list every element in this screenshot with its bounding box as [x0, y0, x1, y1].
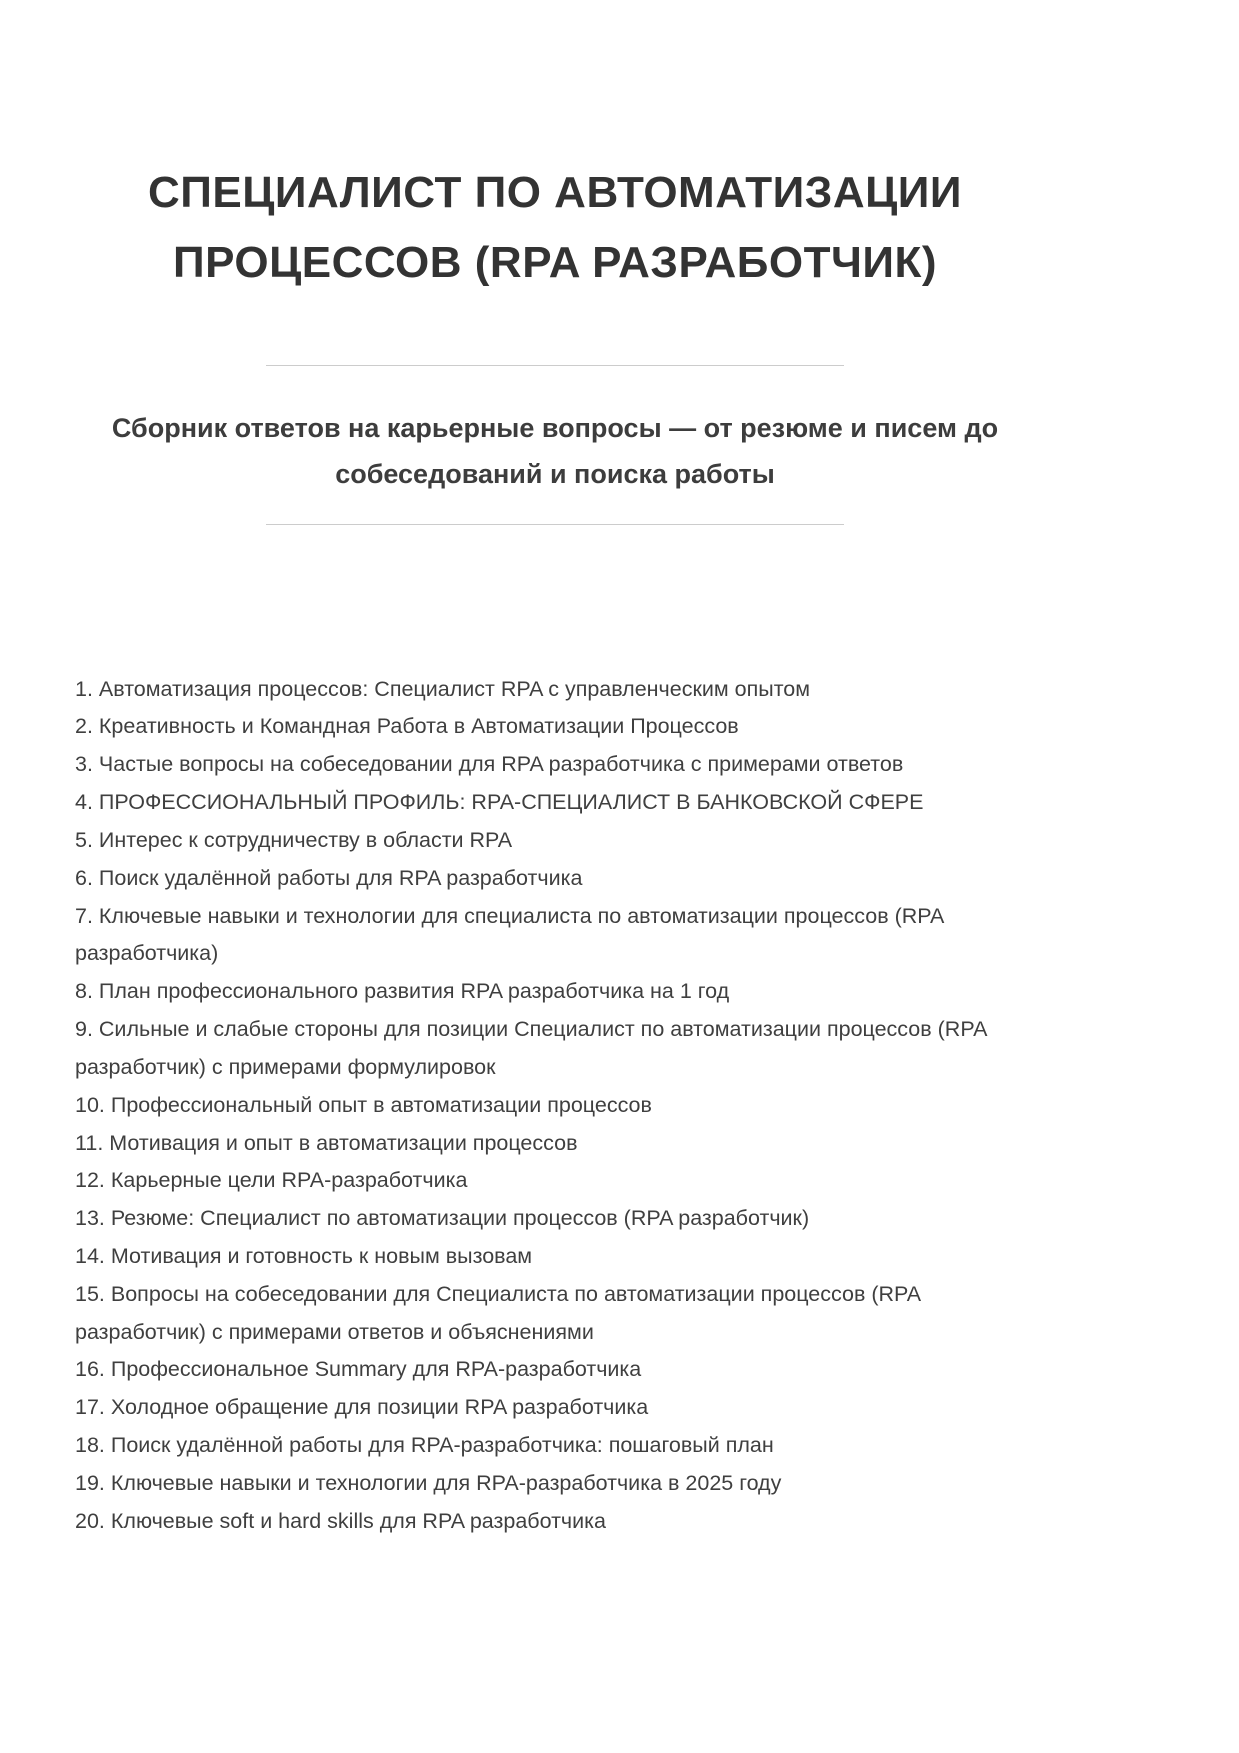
toc-item-number: 3. — [75, 752, 99, 777]
toc-item-number: 7. — [75, 903, 99, 928]
toc-item-title: Мотивация и опыт в автоматизации процессов — [109, 1130, 578, 1155]
toc-item-number: 10. — [75, 1092, 111, 1117]
toc-item-title: Холодное обращение для позиции RPA разработчика — [110, 1395, 649, 1420]
toc-item-number: 11. — [75, 1130, 110, 1155]
toc-item-number: 13. — [75, 1206, 111, 1231]
toc-item — [75, 1162, 1035, 1200]
toc-item-title: Ключевые навыки и технологии для специалиста по автоматизации процессов (RPA разработчика) — [75, 903, 944, 966]
toc-item-number: 17. — [75, 1395, 111, 1420]
toc-item-number: 4. — [75, 790, 99, 815]
toc-item — [75, 1389, 1035, 1427]
toc-item — [75, 1351, 1035, 1389]
toc-item — [75, 671, 1035, 709]
toc-item-title: Профессиональный опыт в автоматизации процессов — [110, 1092, 652, 1117]
toc-item-number: 14. — [75, 1243, 111, 1268]
toc-item-title: План профессионального развития RPA разработчика на 1 год — [98, 979, 730, 1004]
toc-item — [75, 860, 1035, 898]
toc-item-title: Интерес к сотрудничеству в области RPA — [98, 827, 513, 852]
toc-item — [75, 746, 1035, 784]
toc-list — [75, 671, 1035, 1541]
toc-item-number: 20. — [75, 1508, 111, 1533]
toc-item-number: 16. — [75, 1357, 111, 1382]
toc-item-title: Резюме: Специалист по автоматизации процессов (RPA разработчик) — [110, 1206, 810, 1231]
document-subtitle: Сборник ответов на карьерные вопросы — от резюме и писем до собеседований и поиска работы — [111, 412, 999, 489]
toc-item — [75, 1125, 1035, 1163]
toc-item — [75, 898, 1035, 974]
toc-item-title: ПРОФЕССИОНАЛЬНЫЙ ПРОФИЛЬ: RPA-СПЕЦИАЛИСТ В БАНКОВСКОЙ СФЕРЕ — [98, 790, 924, 815]
toc-item-number: 15. — [75, 1281, 111, 1306]
toc-item-title: Поиск удалённой работы для RPA-разработчика: пошаговый план — [110, 1433, 774, 1458]
toc-item — [75, 1276, 1035, 1352]
toc-item-number: 6. — [75, 865, 99, 890]
toc-item-title: Креативность и Командная Работа в Автоматизации Процессов — [98, 714, 739, 739]
toc-item-number: 18. — [75, 1433, 111, 1458]
toc-item — [75, 1200, 1035, 1238]
toc-item-title: Профессиональное Summary для RPA-разработчика — [110, 1357, 642, 1382]
toc-item — [75, 1465, 1035, 1503]
toc-item-number: 12. — [75, 1168, 111, 1193]
toc-item-number: 19. — [75, 1470, 111, 1495]
toc-item-title: Вопросы на собеседовании для Специалиста по автоматизации процессов (RPA разработчик) с примерами ответов и объяснениями — [75, 1281, 920, 1344]
toc-item — [75, 973, 1035, 1011]
toc-item-title: Ключевые soft и hard skills для RPA разработчика — [110, 1508, 606, 1533]
document-title: СПЕЦИАЛИСТ ПО АВТОМАТИЗАЦИИ ПРОЦЕССОВ (RPA РАЗРАБОТЧИК) — [147, 168, 963, 288]
toc-item-title: Автоматизация процессов: Специалист RPA с управленческим опытом — [98, 676, 811, 701]
toc-item — [75, 708, 1035, 746]
toc-item-number: 2. — [75, 714, 99, 739]
document-content — [75, 158, 1035, 1541]
toc-item-number: 8. — [75, 979, 99, 1004]
divider-above-subtitle — [266, 365, 844, 366]
divider-below-subtitle — [266, 524, 844, 525]
toc-item-title: Карьерные цели RPA-разработчика — [110, 1168, 468, 1193]
toc-item-title: Сильные и слабые стороны для позиции Специалист по автоматизации процессов (RPA разработчик) с примерами формулировок — [75, 1017, 987, 1079]
toc-item-number: 5. — [75, 827, 99, 852]
toc-item — [75, 822, 1035, 860]
toc-item — [75, 1087, 1035, 1125]
toc-item — [75, 1238, 1035, 1276]
toc-item-title: Поиск удалённой работы для RPA разработчика — [98, 865, 583, 890]
toc-item-number: 9. — [75, 1017, 99, 1042]
toc-item — [75, 1503, 1035, 1541]
toc-item — [75, 1011, 1035, 1087]
toc-item-number: 1. — [75, 676, 99, 701]
toc-item — [75, 784, 1035, 822]
toc-item-title: Мотивация и готовность к новым вызовам — [110, 1243, 533, 1268]
toc-item — [75, 1427, 1035, 1465]
toc-item-title: Частые вопросы на собеседовании для RPA разработчика с примерами ответов — [98, 752, 904, 777]
toc-item-title: Ключевые навыки и технологии для RPA-разработчика в 2025 году — [110, 1470, 782, 1495]
